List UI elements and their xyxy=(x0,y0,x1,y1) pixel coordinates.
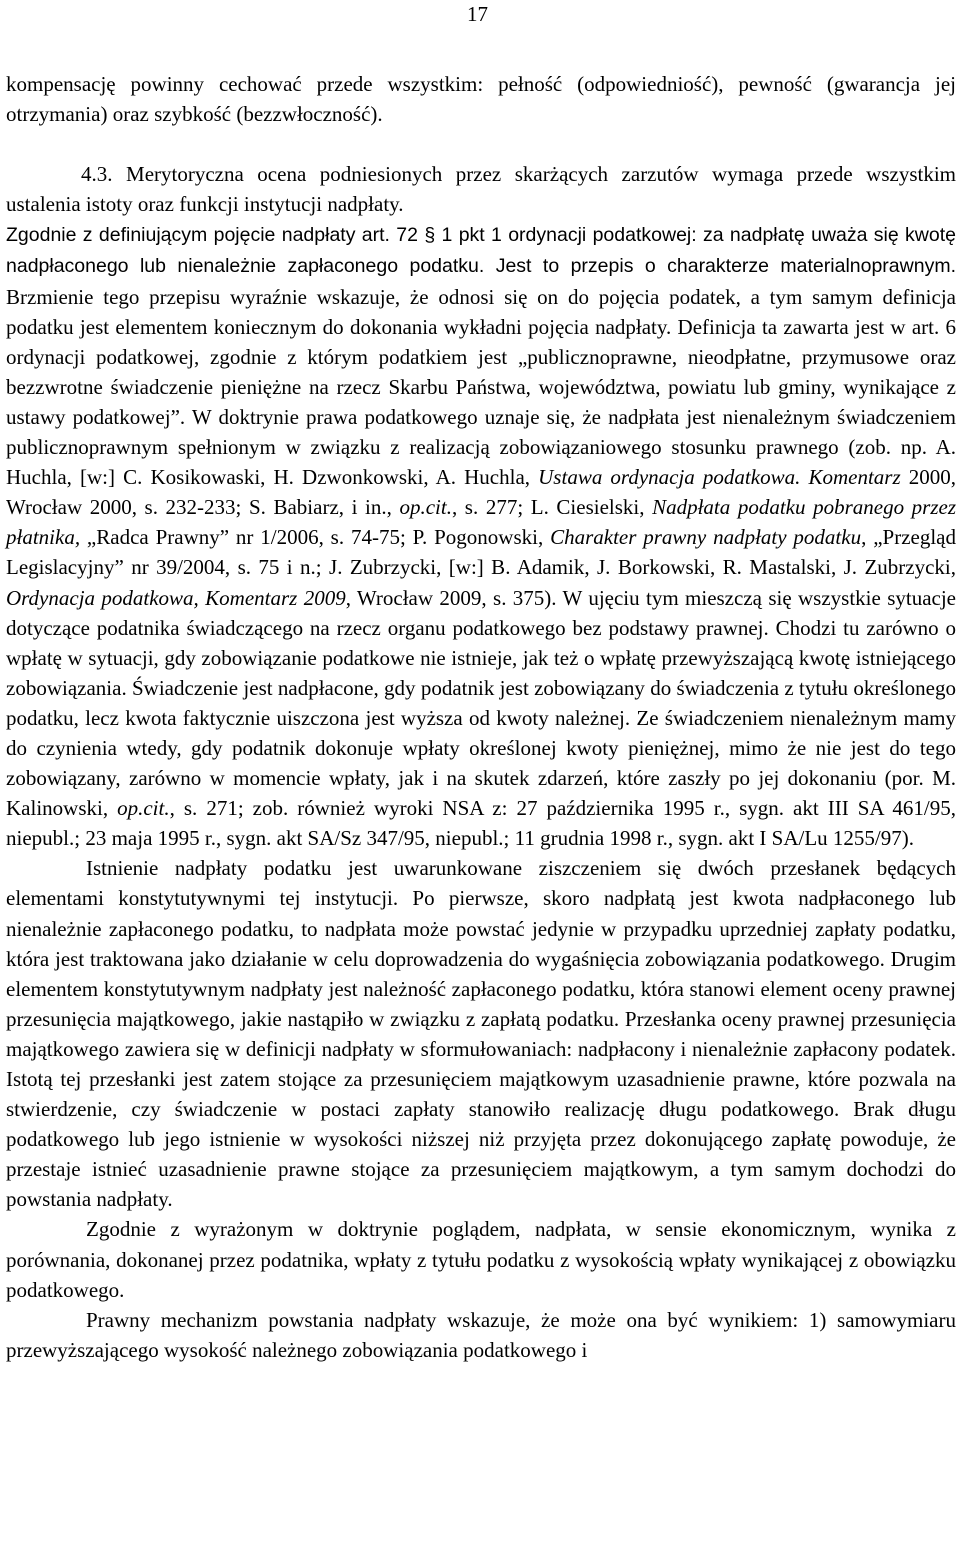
section-heading: 4.3. Merytoryczna ocena podniesionych przez skarżących zarzutów wymaga przede wszystkim ustalenia istoty oraz funkcji instytucji nadpłaty. xyxy=(6,162,956,217)
conditions-paragraph: Istnienie nadpłaty podatku jest uwarunkowane ziszczeniem się dwóch przesłanek będących elementami konstytutywnymi tej instytucji. Po pierwsze, skoro nadpłatą jest kwota nadpłaconego lub nienależnie zapłaconego podatku, to nadpłata może powstać jedynie w przypadku uprzedniej zapłaty podatku, która jest traktowana jako działanie w celu doprowadzenia do wygaśnięcia zobowiązania podatkowego. Drugim elementem konstytutywnym nadpłaty jest należność zapłaconego podatku, która stanowi element oceny prawnej przesunięcia majątkowego, jakie nastąpiło w związku z zapłatą podatku. Przesłanka oceny prawnej przesunięcia majątkowego zawiera się w definicji nadpłaty w sformułowaniach: nadpłacony i nienależnie zapłacony podatek. Istotą tej przesłanki jest zatem stojące za przesunięciem majątkowym uzasadnienie prawne, które pozwala na stwierdzenie, czy świadczenie w postaci zapłaty stanowiło realizację długu podatkowego. Brak długu podatkowego lub jego istnienie w wysokości niższej niż przyjęta przez dokonującego zapłatę powoduje, że przestaje istnieć uzasadnienie prawne stojące za przesunięciem majątkowym, a tym samym dochodzi do powstania nadpłaty. xyxy=(6,856,956,1212)
intro-paragraph: kompensację powinny cechować przede wszystkim: pełność (odpowiedniość), pewność (gwarancja jej otrzymania) oraz szybkość (bezzwłoczność). xyxy=(6,72,956,127)
body-text: , s. 271; zob. również wyroki NSA z: 27 października 1995 r., sygn. akt III SA 461/95, niepubl.; 23 maja 1995 r., sygn. akt SA/Sz 347/95, niepubl.; 11 grudnia 1998 r., sygn. akt I SA/Lu 1255/97). xyxy=(6,796,957,851)
body-text: , s. 277; L. Ciesielski, xyxy=(451,495,653,520)
body-text: 2000, Wrocław 2000, s. 232-233; S. Babiarz, i in., xyxy=(6,465,956,520)
doctrine-paragraph: Zgodnie z wyrażonym w doktrynie poglądem, nadpłata, w sensie ekonomicznym, wynika z porównania, dokonanej przez podatnika, wpłaty z tytułu podatku z wysokością wpłaty wynikającej z obowiązku podatkowego. xyxy=(6,1217,956,1302)
body-text: Brzmienie tego przepisu wyraźnie wskazuje, że odnosi się on do pojęcia podatek, a tym samym definicja podatku jest elementem koniecznym do dokonania wykładni pojęcia nadpłaty. Definicja ta zawarta jest w art. 6 ordynacji podatkowej, zgodnie z którym podatkiem jest „publicznoprawne, nieodpłatne, przymusowe oraz bezzwrotne świadczenie pieniężne na rzecz Skarbu Państwa, województwa, powiatu lub gminy, wynikające z ustawy podatkowej”. W doktrynie prawa podatkowego uznaje się, że nadpłata jest nienależnym świadczeniem publicznoprawnym spełnionym w związku z realizacją zobowiązaniowego stosunku prawnego (zob. np. A. Huchla, [w:] C. Kosikowaski, H. Dzwonkowski, A. Huchla, xyxy=(6,284,956,490)
body-text: , Wrocław 2009, s. 375). W ujęciu tym mieszczą się wszystkie sytuacje dotyczące podatnika świadczącego na rzecz organu podatkowego bez podstawy prawnej. Chodzi tu zarówno o wpłatę w sytuacji, gdy zobowiązanie podatkowe nie istnieje, jak też o wpłatę przewyższającą kwotę istniejącego zobowiązania. Świadczenie jest nadpłacone, gdy podatnik jest zobowiązany do świadczenia z tytułu określonego podatku, lecz kwota faktycznie uiszczona jest wyższa od kwoty należnej. Ze świadczeniem nienależnym mamy do czynienia wtedy, gdy podatnik dokonuje wpłaty określonej kwoty pieniężnej, mimo że nie jest do tego zobowiązany, zarówno w momencie wpłaty, jak i na skutek zdarzeń, które zaszły po jej dokonaniu (por. M. Kalinowski, xyxy=(6,585,956,821)
mechanism-paragraph: Prawny mechanizm powstania nadpłaty wskazuje, że może ona być wynikiem: 1) samowymiaru przewyższającego wysokość należnego zobowiązania podatkowego i xyxy=(6,1307,956,1362)
body-text: „Radca Prawny” nr 1/2006, s. 74-75; P. Pogonowski, xyxy=(80,525,551,550)
citation-title: Ordynacja podatkowa, Komentarz 2009 xyxy=(6,585,346,610)
definition-paragraph xyxy=(6,219,956,853)
citation-title: Charakter prawny nadpłaty podatku xyxy=(550,525,862,550)
statute-quote: Zgodnie z definiującym pojęcie nadpłaty art. 72 § 1 pkt 1 ordynacji podatkowej: za nadpłatę uważa się kwotę nadpłaconego lub nienależnie zapłaconego podatku. Jest to przepis o charakterze materialnoprawnym. xyxy=(6,224,956,278)
body-text: , „Przegląd Legislacyjny” nr 39/2004, s. 75 i n.; J. Zubrzycki, [w:] B. Adamik, J. Borkowski, R. Mastalski, J. Zubrzycki, xyxy=(6,525,956,580)
citation-title: Nadpłata podatku pobranego przez płatnika, xyxy=(6,495,957,550)
citation-title: Ustawa ordynacja podatkowa. Komentarz xyxy=(538,465,901,490)
page-number: 17 xyxy=(467,2,488,26)
citation-title: op.cit. xyxy=(399,495,452,520)
document-body xyxy=(6,69,956,1365)
citation-title: op.cit. xyxy=(117,796,170,821)
